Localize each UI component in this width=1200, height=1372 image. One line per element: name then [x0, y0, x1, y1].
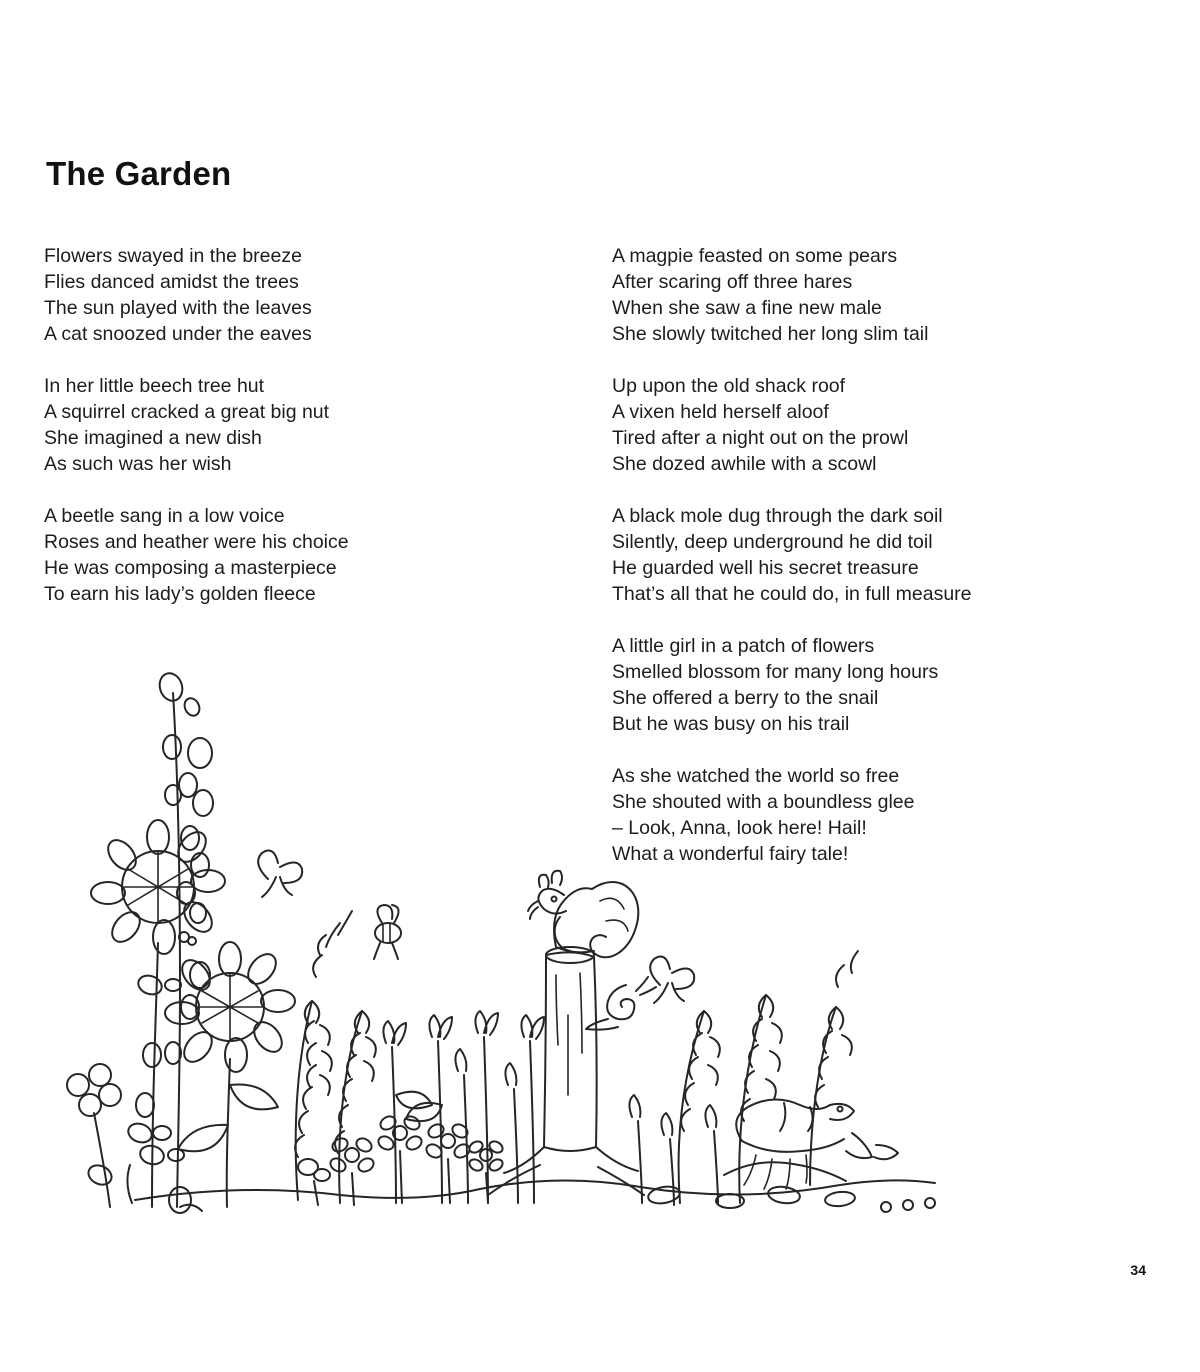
poem-line: As such was her wish [44, 453, 232, 475]
poem-line: She offered a berry to the snail [612, 687, 879, 709]
poem-line: Flowers swayed in the breeze [44, 245, 302, 267]
stanza [44, 503, 564, 607]
poem-line: Tired after a night out on the prowl [612, 427, 909, 449]
poem-line: She slowly twitched her long slim tail [612, 323, 929, 345]
poem-line: That’s all that he could do, in full measure [612, 583, 972, 605]
poem-line: A cat snoozed under the eaves [44, 323, 312, 345]
poem-line: A little girl in a patch of flowers [612, 635, 875, 657]
stanza [612, 503, 1104, 607]
poem-line: – Look, Anna, look here! Hail! [612, 817, 867, 839]
page-title: The Garden [46, 155, 232, 193]
poem-line: He guarded well his secret treasure [612, 557, 919, 579]
poem-line: After scaring off three hares [612, 271, 853, 293]
garden-illustration [40, 655, 960, 1245]
stanza [44, 243, 564, 347]
poem-line: The sun played with the leaves [44, 297, 312, 319]
poem-line: Up upon the old shack roof [612, 375, 846, 397]
poem-line: Silently, deep underground he did toil [612, 531, 933, 553]
poem-line: A magpie feasted on some pears [612, 245, 898, 267]
stanza [612, 373, 1104, 477]
poem-line: He was composing a masterpiece [44, 557, 337, 579]
poem-line: In her little beech tree hut [44, 375, 265, 397]
poem-line: She shouted with a boundless glee [612, 791, 915, 813]
stanza [612, 243, 1104, 347]
poem-line: As she watched the world so free [612, 765, 900, 787]
poem-line: A beetle sang in a low voice [44, 505, 285, 527]
poem-line: Roses and heather were his choice [44, 531, 349, 553]
poem-line: She dozed awhile with a scowl [612, 453, 877, 475]
poem-line: Smelled blossom for many long hours [612, 661, 939, 683]
poem-line: A squirrel cracked a great big nut [44, 401, 330, 423]
poem-line: Flies danced amidst the trees [44, 271, 299, 293]
stanza [44, 373, 564, 477]
garden-drawing-icon [40, 655, 960, 1245]
poem-line: When she saw a fine new male [612, 297, 882, 319]
poem-column-left [44, 243, 564, 633]
poem-line: To earn his lady’s golden fleece [44, 583, 316, 605]
poem-line: What a wonderful fairy tale! [612, 843, 849, 865]
page-number: 34 [1130, 1262, 1146, 1278]
poem-line: A black mole dug through the dark soil [612, 505, 943, 527]
poem-line: A vixen held herself aloof [612, 401, 829, 423]
poem-line: But he was busy on his trail [612, 713, 850, 735]
poem-line: She imagined a new dish [44, 427, 262, 449]
